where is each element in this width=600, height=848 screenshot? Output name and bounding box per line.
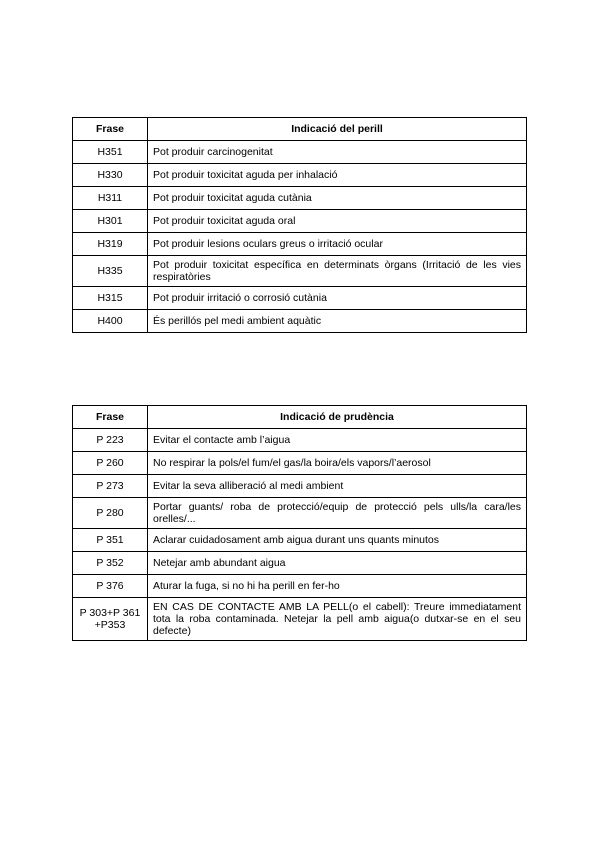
precaution-description: Portar guants/ roba de protecció/equip de protecció pels ulls/la cara/les orelles/... xyxy=(148,498,527,529)
precaution-description: No respirar la pols/el fum/el gas/la boira/els vapors/l’aerosol xyxy=(148,452,527,475)
hazard-code: H311 xyxy=(73,187,148,210)
hazard-code: H335 xyxy=(73,256,148,287)
hazard-code: H400 xyxy=(73,310,148,333)
hazard-description: Pot produir irritació o corrosió cutània xyxy=(148,287,527,310)
precaution-code: P 280 xyxy=(73,498,148,529)
table-row xyxy=(73,575,527,598)
hazard-description: Pot produir toxicitat específica en determinats òrgans (Irritació de les vies respiratòries xyxy=(148,256,527,287)
table-row xyxy=(73,529,527,552)
table-row xyxy=(73,552,527,575)
table-row xyxy=(73,233,527,256)
precaution-description: EN CAS DE CONTACTE AMB LA PELL(o el cabell): Treure immediatament tota la roba contaminada. Netejar la pell amb aigua(o dutxar-se en el seu defecte) xyxy=(148,598,527,641)
hazard-code: H351 xyxy=(73,141,148,164)
hazard-statements-table xyxy=(72,117,527,333)
hazard-description: Pot produir lesions oculars greus o irritació ocular xyxy=(148,233,527,256)
precaution-description: Evitar la seva alliberació al medi ambient xyxy=(148,475,527,498)
precaution-code: P 303+P 361 +P353 xyxy=(73,598,148,641)
table-row xyxy=(73,452,527,475)
table-row xyxy=(73,598,527,641)
table-row xyxy=(73,310,527,333)
hazard-code: H330 xyxy=(73,164,148,187)
hazard-code: H319 xyxy=(73,233,148,256)
table-row xyxy=(73,187,527,210)
hazard-description: Pot produir toxicitat aguda per inhalació xyxy=(148,164,527,187)
hazard-description: Pot produir toxicitat aguda oral xyxy=(148,210,527,233)
precaution-description: Evitar el contacte amb l’aigua xyxy=(148,429,527,452)
table-row xyxy=(73,210,527,233)
table-row xyxy=(73,164,527,187)
hazard-description: És perillós pel medi ambient aquàtic xyxy=(148,310,527,333)
table-row xyxy=(73,475,527,498)
column-header-code: Frase xyxy=(73,118,148,141)
precaution-code: P 351 xyxy=(73,529,148,552)
precaution-description: Aclarar cuidadosament amb aigua durant uns quants minutos xyxy=(148,529,527,552)
precaution-code: P 352 xyxy=(73,552,148,575)
table-header-row xyxy=(73,118,527,141)
precaution-code: P 260 xyxy=(73,452,148,475)
hazard-description: Pot produir toxicitat aguda cutània xyxy=(148,187,527,210)
precautionary-statements-table xyxy=(72,405,527,641)
precaution-description: Netejar amb abundant aigua xyxy=(148,552,527,575)
hazard-description: Pot produir carcinogenitat xyxy=(148,141,527,164)
table-row xyxy=(73,287,527,310)
table-row xyxy=(73,256,527,287)
precaution-code: P 376 xyxy=(73,575,148,598)
hazard-code: H315 xyxy=(73,287,148,310)
table-header-row xyxy=(73,406,527,429)
column-header-description: Indicació de prudència xyxy=(148,406,527,429)
precaution-description: Aturar la fuga, si no hi ha perill en fer-ho xyxy=(148,575,527,598)
precaution-code: P 273 xyxy=(73,475,148,498)
hazard-code: H301 xyxy=(73,210,148,233)
table-row xyxy=(73,429,527,452)
precaution-code: P 223 xyxy=(73,429,148,452)
column-header-code: Frase xyxy=(73,406,148,429)
table-row xyxy=(73,141,527,164)
table-row xyxy=(73,498,527,529)
column-header-description: Indicació del perill xyxy=(148,118,527,141)
